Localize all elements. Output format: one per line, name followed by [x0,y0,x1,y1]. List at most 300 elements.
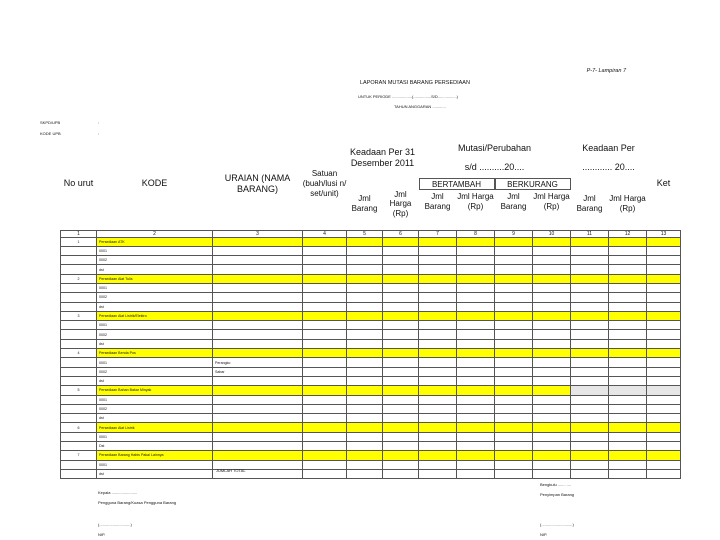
row-kode: Persediaan Alat Listrik/Elektro [97,311,213,320]
row-cell [533,302,571,311]
row-no [61,376,97,385]
col-num: 6 [383,230,419,237]
row-cell [647,423,681,432]
row-cell [457,330,495,339]
row-cell [419,358,457,367]
row-no [61,414,97,423]
row-cell [571,414,609,423]
row-cell [647,237,681,246]
row-uraian [213,237,303,246]
row-uraian [213,274,303,283]
row-cell [533,293,571,302]
row-cell [647,330,681,339]
table-row [61,293,681,302]
row-cell [609,432,647,441]
row-cell [347,349,383,358]
row-cell [383,321,419,330]
row-cell [647,376,681,385]
row-cell [419,330,457,339]
row-cell [495,386,533,395]
row-no [61,265,97,274]
row-cell [533,367,571,376]
row-cell [419,404,457,413]
row-cell [419,246,457,255]
row-cell [495,265,533,274]
row-cell [303,442,347,451]
row-no [61,358,97,367]
row-kode: 0002 [97,330,213,339]
row-cell [647,339,681,348]
row-cell [383,376,419,385]
row-uraian [213,404,303,413]
row-cell [419,293,457,302]
row-cell [647,386,681,395]
row-cell [457,256,495,265]
row-cell [383,367,419,376]
table-row [61,442,681,451]
row-cell [533,414,571,423]
row-cell [303,395,347,404]
row-cell [419,386,457,395]
row-cell [495,442,533,451]
row-cell [647,469,681,478]
row-cell [533,321,571,330]
row-kode: Persediaan Benda Pos [97,349,213,358]
row-cell [609,414,647,423]
row-cell [303,423,347,432]
col-num: 4 [303,230,347,237]
table-row [61,311,681,320]
row-cell [303,330,347,339]
row-cell [571,376,609,385]
sign-left-subtitle: Pengguna Barang/Kuasa Pengguna Barang [98,500,177,505]
akhir-jml-barang: Jml Barang [576,194,603,213]
row-no [61,395,97,404]
row-cell [647,460,681,469]
row-cell [533,339,571,348]
row-cell [609,376,647,385]
row-cell [303,451,347,460]
row-uraian [213,293,303,302]
berkurang-jml-harga: Jml Harga (Rp) [533,192,570,211]
row-cell [533,283,571,292]
row-cell [347,330,383,339]
row-kode: Persediaan Alat Listrik [97,423,213,432]
row-no: 1 [61,237,97,246]
sign-left-title: Kepala ....................... [98,490,138,495]
col-num: 2 [97,230,213,237]
row-uraian [213,302,303,311]
row-cell [609,423,647,432]
row-cell [533,376,571,385]
row-cell [571,339,609,348]
col-num: 11 [571,230,609,237]
row-cell [419,339,457,348]
row-no [61,460,97,469]
row-cell [383,469,419,478]
col-num: 3 [213,230,303,237]
row-cell [647,404,681,413]
row-cell [457,265,495,274]
row-cell [533,442,571,451]
row-cell [419,469,457,478]
report-title: LAPORAN MUTASI BARANG PERSEDIAAN [360,80,470,86]
row-cell [303,274,347,283]
row-cell [495,321,533,330]
row-kode: 0002 [97,367,213,376]
row-cell [647,283,681,292]
row-cell [383,283,419,292]
row-no [61,293,97,302]
row-no: 5 [61,386,97,395]
row-cell [383,339,419,348]
berkurang-label: BERKURANG [495,178,571,190]
row-kode: dst [97,414,213,423]
row-uraian: Perangko [213,358,303,367]
row-cell [495,404,533,413]
row-uraian [213,265,303,274]
table-row [61,265,681,274]
row-no: 6 [61,423,97,432]
table-row [61,376,681,385]
mutasi-period: s/d ..........20.... [464,162,525,172]
row-no: 3 [61,311,97,320]
row-cell [383,358,419,367]
sign-left-nip: NIP. [98,532,106,537]
row-kode: Persediaan Bahan Bakar Minyak [97,386,213,395]
row-no: 4 [61,349,97,358]
row-no [61,367,97,376]
row-cell [419,237,457,246]
row-cell [495,349,533,358]
row-cell [347,274,383,283]
row-kode: 0002 [97,293,213,302]
row-cell [383,432,419,441]
row-uraian [213,256,303,265]
row-cell [347,283,383,292]
row-cell [533,274,571,283]
row-cell [571,386,609,395]
row-cell [647,432,681,441]
row-cell [495,451,533,460]
row-cell [495,469,533,478]
row-cell [533,358,571,367]
row-cell [533,386,571,395]
row-cell [647,246,681,255]
row-cell [609,442,647,451]
row-cell [457,246,495,255]
row-kode: 0001 [97,395,213,404]
row-cell [419,442,457,451]
row-cell [495,423,533,432]
row-cell [647,256,681,265]
row-kode: dst [97,265,213,274]
row-uraian [213,386,303,395]
table-row [61,432,681,441]
row-cell [457,432,495,441]
row-cell [303,237,347,246]
row-cell [303,386,347,395]
row-cell [457,404,495,413]
row-cell [647,274,681,283]
row-cell [571,311,609,320]
row-cell [609,367,647,376]
row-cell [383,274,419,283]
row-cell [647,311,681,320]
row-cell [533,404,571,413]
row-cell [571,442,609,451]
row-cell [419,414,457,423]
table-row [61,414,681,423]
table-row [61,460,681,469]
table-row [61,339,681,348]
row-cell [609,274,647,283]
row-cell [383,460,419,469]
row-cell [457,283,495,292]
col-uraian-header: URAIAN (NAMA BARANG) [224,172,291,194]
row-cell [571,460,609,469]
row-cell [347,432,383,441]
row-cell [347,386,383,395]
row-no [61,302,97,311]
fiscal-year: TAHUN ANGGARAN ............ [394,104,446,109]
row-no [61,246,97,255]
row-no [61,442,97,451]
column-number-row [61,230,681,237]
row-cell [495,395,533,404]
row-cell [457,395,495,404]
skpd-label: SKPD/UPB [40,120,61,125]
row-cell [609,311,647,320]
row-cell [303,256,347,265]
table-row [61,451,681,460]
row-no [61,339,97,348]
col-num: 1 [61,230,97,237]
row-cell [495,432,533,441]
row-uraian [213,349,303,358]
row-cell [495,246,533,255]
row-cell [419,265,457,274]
bertambah-jml-barang: Jml Barang [424,192,451,211]
row-uraian [213,246,303,255]
row-cell [383,256,419,265]
row-cell [533,256,571,265]
row-cell [609,339,647,348]
row-cell [303,283,347,292]
awal-jml-harga: Jml Harga (Rp) [389,189,412,218]
sign-right-place: Bengkulu ....... .... [540,482,572,487]
sign-right-title: Penyimpan Barang [540,492,575,497]
row-cell [347,311,383,320]
row-cell [495,293,533,302]
row-uraian [213,395,303,404]
row-cell [571,237,609,246]
row-cell [457,367,495,376]
table-row [61,423,681,432]
row-cell [571,265,609,274]
row-cell [347,414,383,423]
row-cell [347,376,383,385]
table-row [61,237,681,246]
row-cell [419,460,457,469]
row-cell [419,451,457,460]
row-cell [495,367,533,376]
row-cell [383,386,419,395]
row-cell [495,302,533,311]
row-cell [495,358,533,367]
row-cell [571,432,609,441]
row-cell [457,376,495,385]
row-cell [533,330,571,339]
row-cell [347,237,383,246]
row-cell [495,414,533,423]
row-cell [347,302,383,311]
row-kode: 0001 [97,432,213,441]
row-cell [609,302,647,311]
row-cell [571,358,609,367]
row-cell [383,237,419,246]
table-row [61,256,681,265]
row-cell [495,256,533,265]
row-cell [419,367,457,376]
row-cell [571,367,609,376]
row-cell [383,293,419,302]
row-cell [303,404,347,413]
row-uraian [213,311,303,320]
sign-right-name: (............................) [540,522,574,527]
row-cell [571,423,609,432]
row-cell [571,395,609,404]
row-cell [647,265,681,274]
row-cell [457,414,495,423]
row-cell [457,442,495,451]
row-cell [457,358,495,367]
row-cell [383,246,419,255]
bertambah-jml-harga: Jml Harga (Rp) [457,192,494,211]
row-cell [303,246,347,255]
col-num: 7 [419,230,457,237]
row-cell [383,330,419,339]
row-kode: 0001 [97,321,213,330]
row-no [61,321,97,330]
row-cell [609,358,647,367]
row-cell [419,302,457,311]
row-cell [571,302,609,311]
row-cell [647,302,681,311]
awal-jml-barang: Jml Barang [351,194,378,213]
table-row [61,321,681,330]
row-cell [419,256,457,265]
row-cell [533,451,571,460]
row-cell [457,274,495,283]
table-row [61,349,681,358]
col-num: 9 [495,230,533,237]
col-keadaan-akhir-header: Keadaan Per ............ 20.... [571,138,647,178]
row-cell [609,349,647,358]
row-cell [533,469,571,478]
row-cell [383,404,419,413]
row-uraian: Sabar [213,367,303,376]
row-kode: Dst [97,442,213,451]
row-cell [647,442,681,451]
row-cell [303,469,347,478]
row-cell [419,349,457,358]
row-cell [457,311,495,320]
row-uraian [213,330,303,339]
row-no [61,330,97,339]
attachment-ref: P-7- Lampiran 7 [586,68,626,74]
row-no [61,283,97,292]
row-cell [347,321,383,330]
row-cell [303,349,347,358]
row-cell [347,246,383,255]
mutation-table [60,138,681,479]
row-cell [347,395,383,404]
row-cell [457,293,495,302]
skpd-sep: : [98,120,100,125]
col-num: 12 [609,230,647,237]
row-cell [303,432,347,441]
bertambah-label: BERTAMBAH [419,178,495,190]
row-cell [347,460,383,469]
row-cell [347,358,383,367]
row-cell [495,274,533,283]
table-row [61,330,681,339]
table-row [61,274,681,283]
row-cell [457,423,495,432]
sign-left-name: (............................) [98,522,132,527]
sign-right-nip: NIP. [540,532,548,537]
row-cell [347,423,383,432]
row-cell [383,451,419,460]
col-mutasi-header: Mutasi/Perubahan s/d ..........20.... [419,138,571,178]
row-cell [495,376,533,385]
row-no [61,404,97,413]
row-cell [303,293,347,302]
col-no-header: No urut [63,178,94,189]
row-cell [419,376,457,385]
row-cell [419,423,457,432]
row-cell [419,395,457,404]
row-cell [303,339,347,348]
row-cell [383,302,419,311]
row-cell [609,395,647,404]
row-cell [383,414,419,423]
row-cell [609,330,647,339]
row-kode: dst [97,339,213,348]
row-cell [647,358,681,367]
row-uraian [213,321,303,330]
row-no [61,469,97,478]
row-cell [571,274,609,283]
row-kode: 0001 [97,460,213,469]
row-no [61,256,97,265]
row-uraian [213,339,303,348]
row-cell [609,386,647,395]
row-cell [571,451,609,460]
row-cell [533,311,571,320]
row-kode: dst [97,302,213,311]
row-cell [347,442,383,451]
berkurang-jml-barang: Jml Barang [500,192,527,211]
row-cell [571,469,609,478]
row-cell [303,265,347,274]
col-ket-header: Ket [656,178,671,189]
row-cell [457,451,495,460]
row-cell [419,274,457,283]
row-cell [457,339,495,348]
row-cell [571,404,609,413]
